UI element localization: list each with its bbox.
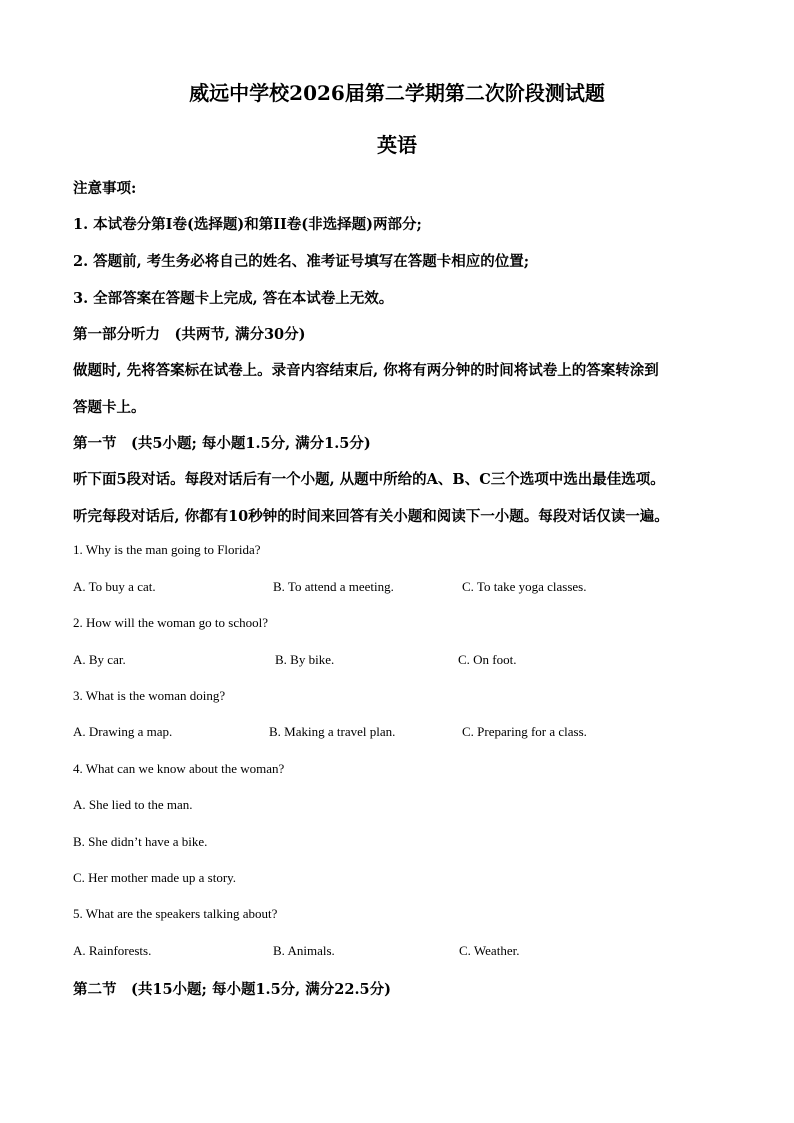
option-c: C. Weather. <box>459 943 520 958</box>
option-b: B. She didn’t have a bike. <box>73 834 208 849</box>
question-stem: 5. What are the speakers talking about? <box>73 906 278 921</box>
question-stem: 4. What can we know about the woman? <box>73 761 285 776</box>
option-a: A. She lied to the man. <box>73 797 193 812</box>
option-b: B. By bike. <box>275 652 335 667</box>
exam-title: 威远中学校2026届第二学期第二次阶段测试题 <box>189 81 605 105</box>
section1-instruction: 听完每段对话后, 你都有10秒钟的时间来回答有关小题和阅读下一小题。每段对话仅读一遍。 <box>73 508 669 525</box>
option-a: A. To buy a cat. <box>73 579 156 594</box>
part1-heading: 第一部分听力 (共两节, 满分30分) <box>73 326 306 343</box>
notes-heading: 注意事项: <box>73 180 137 197</box>
part1-instruction: 做题时, 先将答案标在试卷上。录音内容结束后, 你将有两分钟的时间将试卷上的答案转涂到 <box>73 362 659 379</box>
option-a: A. By car. <box>73 652 126 667</box>
option-b: B. Animals. <box>273 943 335 958</box>
option-c: C. Preparing for a class. <box>462 724 587 739</box>
question-stem: 1. Why is the man going to Florida? <box>73 542 261 557</box>
question-stem: 3. What is the woman doing? <box>73 688 226 703</box>
question-stem: 2. How will the woman go to school? <box>73 615 268 630</box>
section1-heading: 第一节 (共5小题; 每小题1.5分, 满分1.5分) <box>73 435 371 452</box>
option-a: A. Drawing a map. <box>73 724 173 739</box>
section2-heading: 第二节 (共15小题; 每小题1.5分, 满分22.5分) <box>73 981 391 998</box>
option-a: A. Rainforests. <box>73 943 152 958</box>
notes-item: 3. 全部答案在答题卡上完成, 答在本试卷上无效。 <box>73 290 394 307</box>
notes-item: 2. 答题前, 考生务必将自己的姓名、准考证号填写在答题卡相应的位置; <box>73 253 530 270</box>
section1-instruction: 听下面5段对话。每段对话后有一个小题, 从题中所给的A、B、C三个选项中选出最佳选项。 <box>73 471 665 488</box>
option-b: B. To attend a meeting. <box>273 579 394 594</box>
option-c: C. To take yoga classes. <box>462 579 587 594</box>
option-c: C. Her mother made up a story. <box>73 870 237 885</box>
option-c: C. On foot. <box>458 652 517 667</box>
option-b: B. Making a travel plan. <box>269 724 396 739</box>
part1-instruction: 答题卡上。 <box>73 399 146 416</box>
subject-title: 英语 <box>377 133 417 157</box>
notes-item: 1. 本试卷分第I卷(选择题)和第II卷(非选择题)两部分; <box>73 216 422 233</box>
